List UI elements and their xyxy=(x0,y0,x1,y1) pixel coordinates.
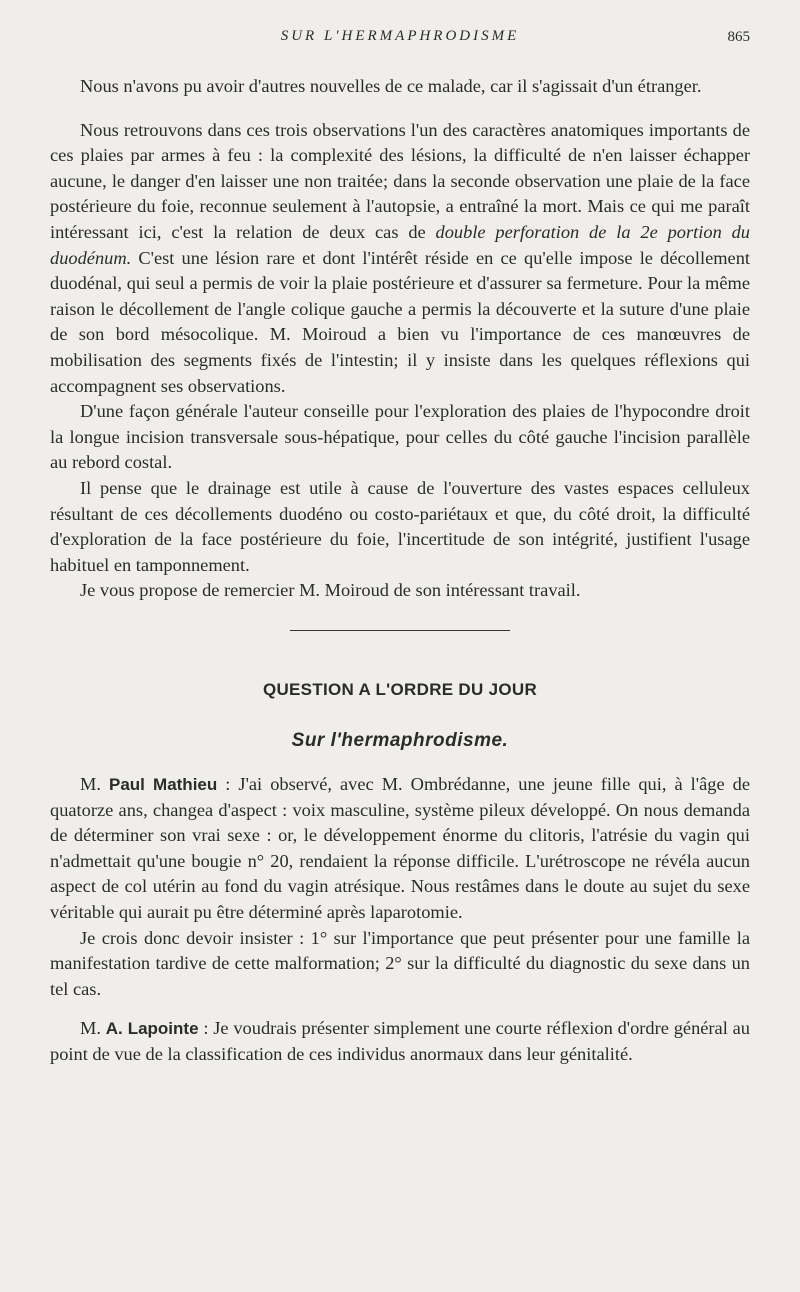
section-subheading: Sur l'hermaphrodisme. xyxy=(291,730,509,752)
paragraph-7: Je crois donc devoir insister : 1° sur l'importance que peut présenter pour une famille la manifestation tardive de cette malformation; 2° sur la difficulté du diagnostic du sexe dans un tel cas. xyxy=(50,927,750,999)
running-title: SUR L'HERMAPHRODISME xyxy=(280,28,520,44)
speaker-name: Paul Mathieu xyxy=(108,775,218,795)
paragraph-8-prefix: M. xyxy=(80,1018,106,1039)
section-divider xyxy=(290,630,510,631)
paragraph-2 xyxy=(50,118,750,400)
paragraph-1: Nous n'avons pu avoir d'autres nouvelles de ce malade, car il s'agissait d'un étranger. xyxy=(80,76,702,96)
section-heading: QUESTION A L'ORDRE DU JOUR xyxy=(262,679,538,699)
paragraph-8 xyxy=(50,1016,750,1067)
speaker-name: A. Lapointe xyxy=(105,1019,199,1039)
paragraph-8-text: : Je voudrais présenter simplement une courte réflexion d'ordre général au point de vue de la classification de ces individus anormaux dans leur génitalité. xyxy=(50,1018,750,1064)
paragraph-2-part-a: Nous retrouvons dans ces trois observations l'un des caractères anatomiques importants de ces plaies par armes à feu : la complexité des lésions, la difficulté de n'en laisser échapper aucune, le danger d'en laisser une non traitée; dans la seconde observation une plaie de la face postérieure du foie, reconnue seulement à l'autopsie, a entraîné la mort. Mais ce qui me paraît intéressant ici, c'est la relation de deux cas de xyxy=(50,119,750,242)
body-text xyxy=(50,74,750,1068)
paragraph-6-text: : J'ai observé, avec M. Ombrédanne, une jeune fille qui, à l'âge de quatorze ans, changea d'aspect : voix masculine, système pileux développé. On nous demanda de déterminer son vrai sexe : or, le développement énorme du clitoris, l'atrésie du vagin qui n'admettait qu'une bougie n° 20, rendaient la réponse difficile. L'urétroscope ne révéla aucun aspect de col utérin au fond du vagin atrésique. Nous restâmes dans le doute au sujet du sexe véritable qui aurait pu être déterminé après laparotomie. xyxy=(50,774,750,923)
running-header xyxy=(0,28,800,52)
paragraph-6-prefix: M. xyxy=(80,774,109,795)
paragraph-6 xyxy=(50,772,750,926)
paragraph-5: Je vous propose de remercier M. Moiroud de son intéressant travail. xyxy=(80,580,581,601)
paragraph-3: D'une façon générale l'auteur conseille pour l'exploration des plaies de l'hypocondre droit la longue incision transversale sous-hépatique, pour celles du côté gauche l'incision parallèle au rebord costal. xyxy=(50,401,750,473)
paragraph-2-part-b: C'est une lésion rare et dont l'intérêt réside en ce qu'elle impose le décollement duodénal, qui seul a permis de voir la plaie postérieure et d'assurer sa fermeture. Pour la même raison le décollement de l'angle colique gauche a permis la découverte et la suture d'une plaie de son bord mésocolique. M. Moiroud a bien vu l'importance de ces manœuvres de mobilisation des segments fixés de l'intestin; il y insiste dans les quelques réflexions qui accompagnent ses observations. xyxy=(50,247,750,396)
page-number: 865 xyxy=(727,29,750,45)
paragraph-4: Il pense que le drainage est utile à cause de l'ouverture des vastes espaces celluleux résultant de ces décollements duodéno ou costo-pariétaux et que, du côté droit, la difficulté d'exploration de la face postérieure du foie, l'incertitude de son intégrité, justifient l'usage habituel en tamponnement. xyxy=(50,477,750,575)
paragraph-2-italic: double perforation de la 2e portion du duodénum. xyxy=(50,221,751,268)
